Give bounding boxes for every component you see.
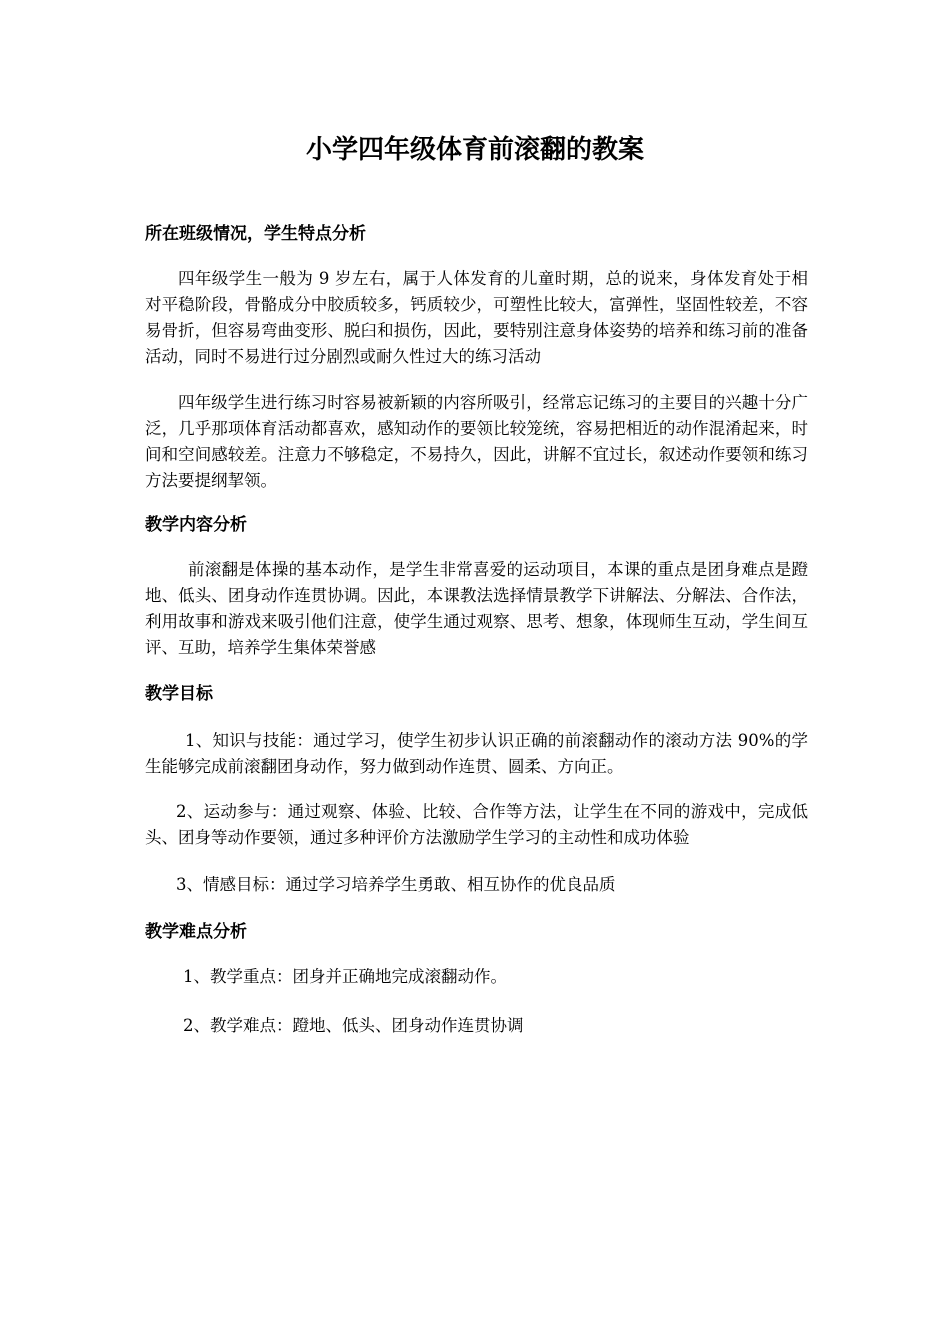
document-title: 小学四年级体育前滚翻的教案 xyxy=(305,135,644,165)
paragraph-student-physical: 四年级学生一般为 9 岁左右，属于人体发育的儿童时期，总的说来，身体发育处于相对平稳阶段，骨骼成分中胶质较多，钙质较少，可塑性比较大，富弹性，坚固性较差，不容易骨折，但容易弯曲变形、脱臼和损伤，因此，要特别注意身体姿势的培养和练习前的准备活动，同时不易进行过分剧烈或耐久性过大的练习活动 xyxy=(145,269,808,366)
section-heading-content-analysis: 教学内容分析 xyxy=(145,515,247,535)
paragraph-goal-participation: 2、运动参与：通过观察、体验、比较、合作等方法，让学生在不同的游戏中，完成低头、团身等动作要领，通过多种评价方法激励学生学习的主动性和成功体验 xyxy=(145,802,808,847)
paragraph-difficulty-point: 2、教学难点：蹬地、低头、团身动作连贯协调 xyxy=(183,1016,524,1035)
section-heading-class-analysis: 所在班级情况，学生特点分析 xyxy=(145,224,366,244)
paragraph-content-analysis: 前滚翻是体操的基本动作，是学生非常喜爱的运动项目，本课的重点是团身难点是蹬地、低头、团身动作连贯协调。因此，本课教法选择情景教学下讲解法、分解法、合作法，利用故事和游戏来吸引他们注意，使学生通过观察、思考、想象，体现师生互动，学生间互评、互助，培养学生集体荣誉感 xyxy=(145,560,808,657)
section-heading-difficulty: 教学难点分析 xyxy=(145,922,247,942)
paragraph-student-attention: 四年级学生进行练习时容易被新颖的内容所吸引，经常忘记练习的主要目的兴趣十分广泛，几乎那项体育活动都喜欢，感知动作的要领比较笼统，容易把相近的动作混淆起来，时间和空间感较差。注意力不够稳定，不易持久，因此，讲解不宜过长，叙述动作要领和练习方法要提纲挈领。 xyxy=(145,393,808,490)
paragraph-key-point: 1、教学重点：团身并正确地完成滚翻动作。 xyxy=(183,967,507,986)
paragraph-goal-knowledge: 1、知识与技能：通过学习，使学生初步认识正确的前滚翻动作的滚动方法 90%的学生能够完成前滚翻团身动作，努力做到动作连贯、圆柔、方向正。 xyxy=(145,731,808,776)
paragraph-goal-emotion: 3、情感目标：通过学习培养学生勇敢、相互协作的优良品质 xyxy=(176,875,616,894)
section-heading-goals: 教学目标 xyxy=(145,684,213,704)
